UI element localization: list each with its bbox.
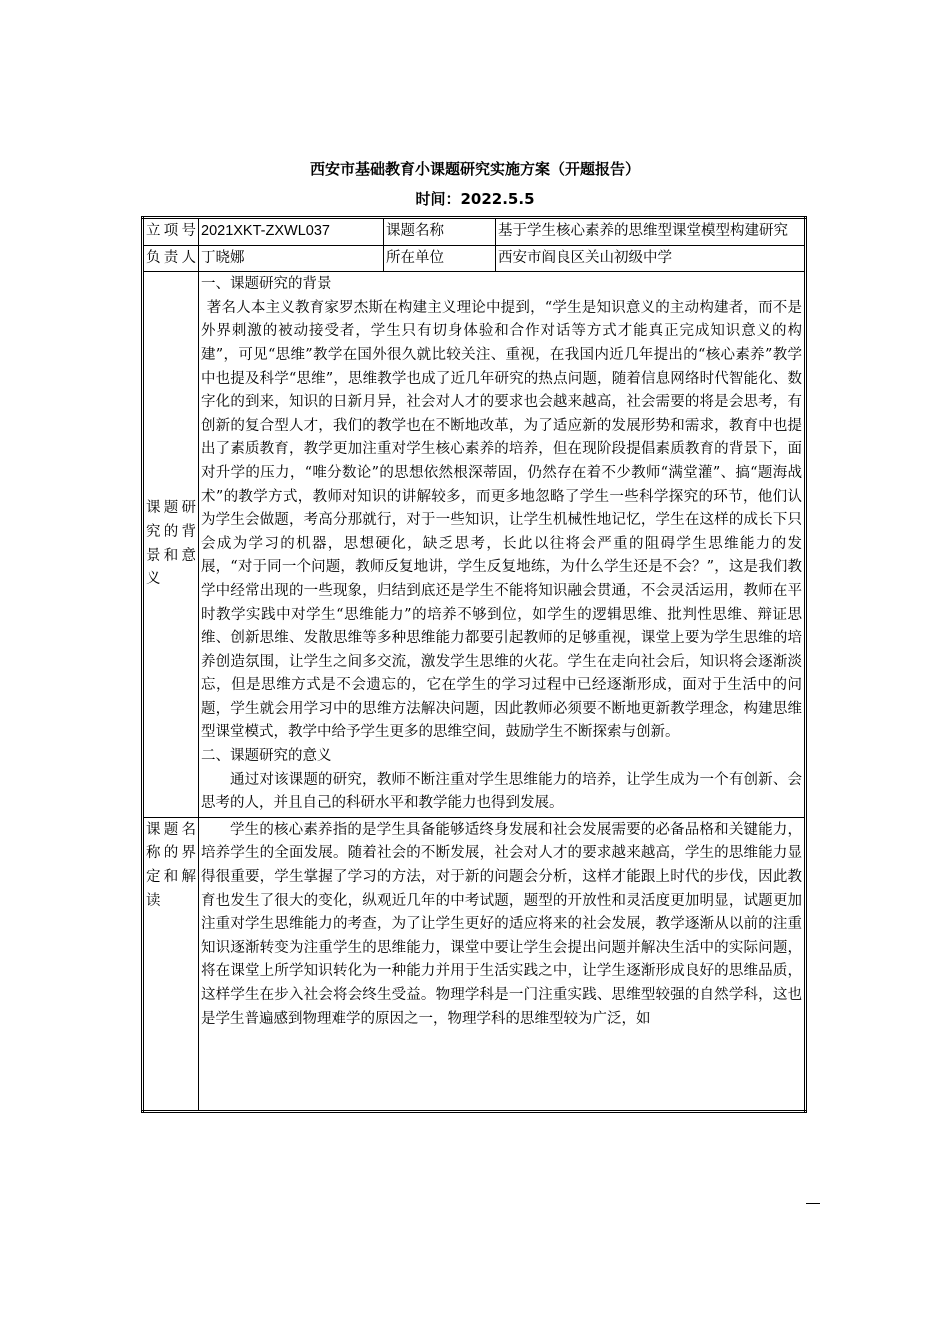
significance-heading: 二、课题研究的意义 — [201, 748, 332, 765]
background-row — [143, 272, 806, 818]
topic-name-label: 课题名称 — [384, 218, 496, 246]
project-id-value: 2021XKT-ZXWL037 — [199, 218, 384, 246]
background-heading: 一、课题研究的背景 — [201, 276, 332, 293]
unit-label: 所在单位 — [384, 245, 496, 272]
background-content — [199, 272, 806, 818]
definition-row — [143, 817, 806, 1111]
significance-paragraph: 通过对该课题的研究，教师不断注重对学生思维能力的培养，让学生成为一个有创新、会思考的人，并且自己的科研水平和教学能力也得到发展。 — [201, 771, 802, 812]
info-row-id — [143, 218, 806, 246]
table-edge-mark — [806, 1203, 820, 1204]
document-date: 时间：2022.5.5 — [415, 190, 535, 208]
background-paragraph: 著名人本主义教育家罗杰斯在构建主义理论中提到，“学生是知识意义的主动构建者，而不是外界刺激的被动接受者，学生只有切身体验和合作对话等方式才能真正完成知识意义的构建”，可见“思维”教学在国外很久就比较关注、重视，在我国内近几年提出的“核心素养”教学中也提及科学“思维”，思维教学也成了近几年研究的热点问题，随着信息网络时代智能化、数字化的到来，知识的日新月异，社会对人才的要求也会越来越高，社会需要的将是会思考，有创新的复合型人才，我们的教学也在不断地改革，为了适应新的发展形势和需求，教育中也提出了素质教育，教学更加注重对学生核心素养的培养，但在现阶段提倡素质教育的背景下，面对升学的压力，“唯分数论”的思想依然根深蒂固，仍然存在着不少教师“满堂灌”、搞“题海战术”的教学方式，教师对知识的讲解较多，而更多地忽略了学生一些科学探究的环节，他们认为学生会做题，考高分那就行，对于一些知识，让学生机械性地记忆，学生在这样的成长下只会成为学习的机器，思想硬化，缺乏思考，长此以往将会严重的阻碍学生思维能力的发展，“对于同一个问题，教师反复地讲，学生反复地练，为什么学生还是不会？”，这是我们教学中经常出现的一些现象，归结到底还是学生不能将知识融会贯通，不会灵活运用，教师在平时教学实践中对学生“思维能力”的培养不够到位，如学生的逻辑思维、批判性思维、辩证思维、创新思维、发散思维等多种思维能力都要引起教师的足够重视，课堂上要为学生思维的培养创造氛围，让学生之间多交流，激发学生思维的火花。学生在走向社会后，知识将会逐渐淡忘，但是思维方式是不会遗忘的，它在学生的学习过程中已经逐渐形成，面对于生活中的问题，学生就会用学习中的思维方法解决问题，因此教师必须要不断地更新教学理念，构建思维型课堂模式，教学中给予学生更多的思维空间，鼓励学生不断探索与创新。 — [201, 299, 802, 741]
topic-name-value: 基于学生核心素养的思维型课堂模型构建研究 — [496, 218, 806, 246]
proposal-table — [141, 216, 807, 1113]
person-value: 丁晓娜 — [199, 245, 384, 272]
unit-value: 西安市阎良区关山初级中学 — [496, 245, 806, 272]
person-label: 负责人 — [143, 245, 199, 272]
definition-content — [199, 817, 806, 1111]
info-row-person — [143, 245, 806, 272]
background-label: 课题研究的背景和意义 — [143, 272, 199, 818]
project-id-label: 立项号 — [143, 218, 199, 246]
definition-paragraph: 学生的核心素养指的是学生具备能够适终身发展和社会发展需要的必备品格和关键能力，培养学生的全面发展。随着社会的不断发展，社会对人才的要求越来越高，学生的思维能力显得很重要，学生掌握了学习的方法，对于新的问题会分析，这样才能跟上时代的步伐，因此教育也发生了很大的变化，纵观近几年的中考试题，题型的开放性和灵活度更加明显，试题更加注重对学生思维能力的考查，为了让学生更好的适应将来的社会发展，教学逐渐从以前的注重知识逐渐转变为注重学生的思维能力，课堂中要让学生会提出问题并解决生活中的实际问题，将在课堂上所学知识转化为一种能力并用于生活实践之中，让学生逐渐形成良好的思维品质，这样学生在步入社会将会终生受益。物理学科是一门注重实践、思维型较强的自然学科，这也是学生普遍感到物理难学的原因之一，物理学科的思维型较为广泛，如 — [201, 821, 802, 1027]
definition-label: 课题名称的界定和解读 — [143, 817, 199, 1111]
document-title: 西安市基础教育小课题研究实施方案（开题报告） — [309, 160, 640, 178]
